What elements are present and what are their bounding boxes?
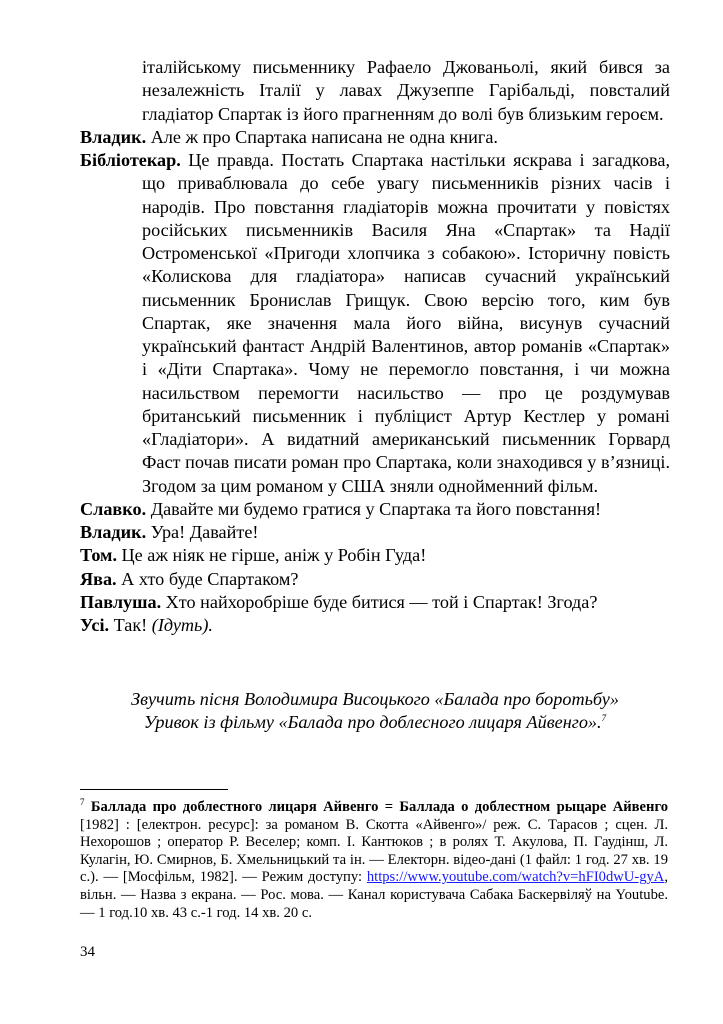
speaker-name: Усі. (80, 615, 110, 635)
speaker-name: Славко. (80, 498, 147, 519)
speech-text: Давайте ми будемо гратися у Спартака та його повстання! (146, 498, 602, 519)
stage-direction (80, 688, 670, 735)
dialogue-line (80, 498, 670, 521)
footnote-separator (80, 789, 228, 790)
dialogue-line (80, 614, 670, 637)
speech-text: Так! (109, 615, 152, 635)
speech-text: А хто буде Спартаком? (116, 568, 299, 589)
footnote-body-end: , вільн. — Назва з екрана. — Рос. мова. — Канал користувача Сабака Баскервіляў на Youtube. — 1 год.10 хв. 43 с.-1 год. 14 хв. 20 с. (80, 869, 668, 921)
video-link[interactable]: https://www.youtube.com/watch?v=hFI0dwU-gyA (366, 869, 665, 886)
continuation-paragraph: італійському письменнику Рафаело Джованьолі, який бився за незалежність Італії у лавах Джузеппе Гарібальді, повсталий гладіатор Спартак із його прагненням до волі був близьким героєм. (142, 57, 670, 124)
dialogue-body (80, 56, 670, 637)
stage-direction-line (80, 711, 670, 734)
footnote-number: 7 (80, 797, 85, 808)
dialogue-line (80, 126, 670, 149)
speaker-name: Том. (80, 545, 117, 566)
stage-direction-text: Уривок із фільму «Балада про доблесного лицаря Айвенго». (143, 712, 602, 733)
dialogue-line (80, 149, 670, 498)
footnote-body: [1982] : [електрон. ресурс]: за романом В. Скотта «Айвенго»/ реж. С. Тарасов ; сцен. Л. Нехорошов ; оператор Р. Веселер; комп. І. Кантюков ; в ролях Т. Акулова, П. Гаудінш, Л. Кулагін, Ю. Смирнов, Б. Хмельницький та ін. — Електорн. відео-дані (1 файл: 1 год. 27 хв. 19 с.). — [Мосфільм, 1982]. — Режим доступу: (80, 816, 668, 886)
speaker-name: Владик. (80, 522, 147, 542)
speaker-name: Владик. (80, 126, 147, 147)
speech-text: Хто найхоробріше буде битися — той і Спартак! Згода? (161, 591, 598, 612)
speech-text: Але ж про Спартака написана не одна книга. (146, 126, 498, 147)
speech-text: Ура! Давайте! (146, 522, 259, 542)
dialogue-line (80, 568, 670, 591)
dialogue-line (80, 544, 670, 567)
stage-note: (Ідуть). (151, 615, 213, 635)
stage-direction-line: Звучить пісня Володимира Висоцького «Балада про боротьбу» (131, 689, 619, 709)
footnote-title: Баллада про доблестного лицаря Айвенго = Баллада о доблестном рыцаре Айвенго (90, 799, 668, 815)
speaker-name: Павлуша. (80, 591, 162, 612)
speaker-name: Ява. (80, 568, 117, 589)
speaker-name: Бібліотекар. (80, 150, 181, 170)
page-number: 34 (80, 944, 95, 960)
footnote (80, 799, 668, 922)
dialogue-line (80, 591, 670, 614)
speech-text: Це правда. Постать Спартака настільки яскрава і загадкова, що приваблювала до себе увагу письменників різних часів і народів. Про повстання гладіаторів можна прочитати у повістях російських письменників Василя Яна «Спартак» та Надії Остроменської «Пригоди хлопчика з собакою». Історичну повість «Колискова для гладіатора» написав сучасний український письменник Бронислав Грищук. Свою версію того, ким був Спартак, яке значення мала його війна, висунув сучасний український фантаст Андрій Валентинов, автор романів «Спартак» і «Діти Спартака». Чому не перемогло повстання, і чи можна насильством перемогти насильство — про це роздумував британський письменник і публіцист Артур Кестлер у романі «Гладіатори». А видатний американський письменник Горвард Фаст почав писати роман про Спартака, коли знаходився у в’язниці. Згодом за цим романом у США зняли однойменний фільм. (142, 150, 670, 496)
speech-text: Це аж ніяк не гірше, аніж у Робін Гуда! (117, 545, 427, 566)
dialogue-line (80, 521, 670, 544)
footnote-reference[interactable]: 7 (601, 713, 607, 724)
